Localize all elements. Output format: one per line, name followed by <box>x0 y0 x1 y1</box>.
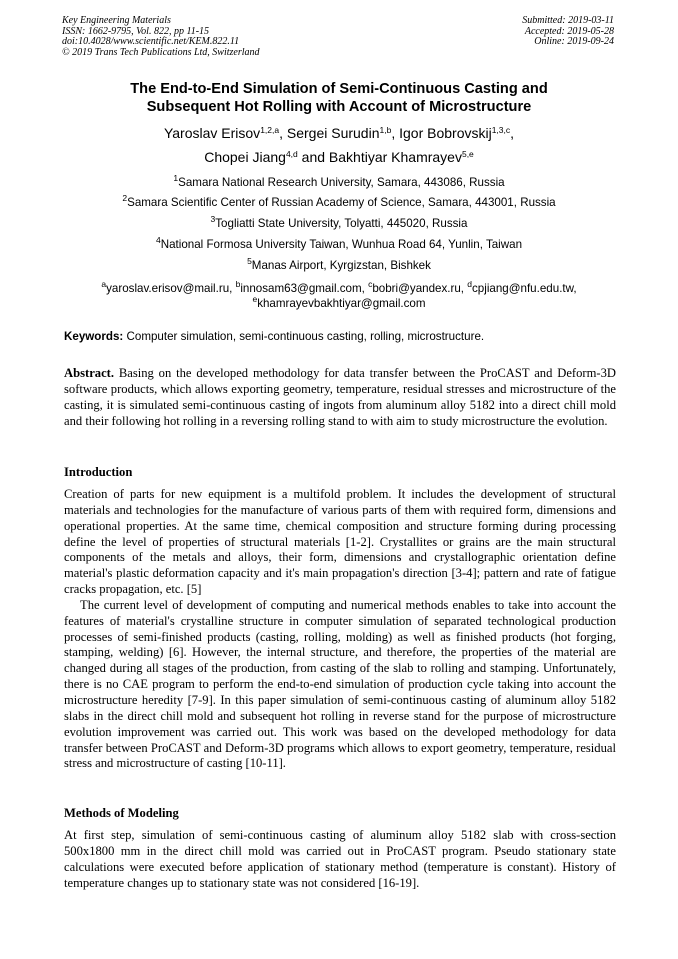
email-link[interactable]: bobri@yandex.ru, <box>372 282 468 295</box>
date-online: Online: 2019-09-24 <box>534 36 614 48</box>
abstract-text: Basing on the developed methodology for data transfer between the ProCAST and Deform-3D software products, which allows exporting geometry, temperature, residual stresses and microstructure of the casting, it is simulated semi-continuous casting of ingots from aluminum alloy 5182 into a direct chill mold and their following hot rolling in a reversing rolling stand to with aim to study microstructure the evolution. <box>64 366 616 428</box>
email-link[interactable]: cpjiang@nfu.edu.tw, <box>472 282 577 295</box>
publication-dates <box>522 16 614 48</box>
author-affiliation-mark: 5,e <box>461 149 474 159</box>
introduction-body <box>64 487 616 772</box>
email-link[interactable]: khamrayevbakhtiyar@gmail.com <box>257 297 426 310</box>
affiliation-3 <box>62 214 616 231</box>
email-line-1 <box>62 281 616 296</box>
email-mark: a <box>101 279 107 289</box>
abstract-label: Abstract. <box>64 366 115 380</box>
author-name: Bakhtiyar Khamrayev <box>328 149 462 165</box>
affiliation-1 <box>62 173 616 190</box>
title-line-1: The End-to-End Simulation of Semi-Continuous Casting and <box>130 81 548 97</box>
abstract <box>64 366 616 429</box>
email-link[interactable]: innosam63@gmail.com, <box>240 282 369 295</box>
title-line-2: Subsequent Hot Rolling with Account of Microstructure <box>146 99 532 115</box>
email-mark: d <box>467 279 472 289</box>
author-list <box>62 121 616 169</box>
affiliation-text: National Formosa University Taiwan, Wunhua Road 64, Yunlin, Taiwan <box>160 238 523 251</box>
email-line-2 <box>62 296 616 311</box>
affiliation-4 <box>62 235 616 252</box>
email-mark: e <box>252 294 258 304</box>
date-submitted: Submitted: 2019-03-11 <box>522 15 614 26</box>
keywords <box>64 330 616 344</box>
author-separator: and <box>297 149 329 165</box>
date-accepted: Accepted: 2019-05-28 <box>524 25 614 37</box>
keywords-label: Keywords: <box>64 330 124 343</box>
author-separator: , <box>279 125 287 141</box>
email-link[interactable]: yaroslav.erisov@mail.ru, <box>106 282 236 295</box>
author-affiliation-mark: 1,3,c <box>491 125 511 135</box>
journal-issn: ISSN: 1662-9795, Vol. 822, pp 11-15 <box>62 25 210 37</box>
author-name: Sergei Surudin <box>286 125 380 141</box>
affiliation-text: Manas Airport, Kyrgizstan, Bishkek <box>251 259 431 272</box>
journal-name: Key Engineering Materials <box>62 15 171 26</box>
author-affiliation-mark: 1,b <box>379 125 392 135</box>
author-line-1 <box>62 121 616 145</box>
methods-heading: Methods of Modeling <box>64 806 179 820</box>
methods-body <box>64 828 616 891</box>
affiliation-text: Samara Scientific Center of Russian Academy of Science, Samara, 443001, Russia <box>127 196 556 209</box>
affiliation-text: Togliatti State University, Tolyatti, 445020, Russia <box>215 217 468 230</box>
journal-copyright: © 2019 Trans Tech Publications Ltd, Switzerland <box>62 46 260 58</box>
methods-paragraph-1: At first step, simulation of semi-continuous casting of aluminum alloy 5182 slab with cross-section 500x1800 mm in the direct chill mold was carried out in ProCAST program. Pseudo stationary state calculations were executed before application of stationary method (temperature is constant). History of temperature changes up to stationary state was not considered [16-19]. <box>64 828 616 890</box>
affiliation-mark: 1 <box>173 173 179 183</box>
affiliation-mark: 3 <box>210 214 216 224</box>
author-name: Igor Bobrovskij <box>399 125 492 141</box>
introduction-paragraph-2: The current level of development of computing and numerical methods enables to take into account the features of material's crystalline structure in computer simulation of separated technological production processes of semi-finished products (casting, rolling, molding) as well as finished products (hot forging, stamping, welding) [6]. However, the internal structure, and therefore, the properties of the material are changed during all stages of the production, from casting of the slab to rolling and stamping. Unfortunately, there is no CAE program to perform the end-to-end simulation of production cycle taking into account the microstructure heredity [7-9]. In this paper simulation of semi-continuous casting of aluminum alloy 5182 slabs in the direct chill mold and subsequent hot rolling in reverse stand for the purpose of microstructure evolution improvement was carried out. This work was based on the developed methodology for data transfer between ProCAST and Deform-3D programs which allows to export geometry, temperature, residual stress and microstructure of casting [10-11]. <box>64 597 616 771</box>
author-separator: , <box>391 125 400 141</box>
affiliation-5 <box>62 256 616 273</box>
journal-info <box>62 16 260 58</box>
email-mark: b <box>235 279 241 289</box>
author-name: Chopei Jiang <box>204 149 286 165</box>
introduction-paragraph-1: Creation of parts for new equipment is a multifold problem. It includes the development of structural materials and technologies for the manufacture of various parts of them with required form, dimensions and operational properties. At the same time, chemical composition and structure forming during processing define the level of properties of structural materials [1-2]. Crystallites or grains are the main structural components of the metals and alloys, their form, dimensions and crystallographic orientation define material's plastic deformation capacity and it's main propagation's direction [3-4]; pattern and rate of fatigue cracks propagation, etc. [5] <box>64 487 616 597</box>
introduction-heading: Introduction <box>64 465 133 479</box>
email-mark: c <box>368 279 373 289</box>
author-affiliation-mark: 1,2,a <box>260 125 280 135</box>
affiliation-mark: 2 <box>122 193 128 203</box>
author-line-2 <box>62 145 616 169</box>
affiliation-mark: 4 <box>155 235 161 245</box>
author-separator: , <box>510 125 515 141</box>
journal-doi[interactable]: doi:10.4028/www.scientific.net/KEM.822.11 <box>62 36 240 48</box>
keywords-text: Computer simulation, semi-continuous casting, rolling, microstructure. <box>123 330 485 343</box>
affiliation-2 <box>62 193 616 210</box>
affiliation-mark: 5 <box>247 256 252 266</box>
email-list <box>62 281 616 311</box>
author-name: Yaroslav Erisov <box>163 125 261 141</box>
paper-title <box>62 80 616 116</box>
author-affiliation-mark: 4,d <box>285 149 298 159</box>
affiliation-text: Samara National Research University, Samara, 443086, Russia <box>178 176 505 189</box>
